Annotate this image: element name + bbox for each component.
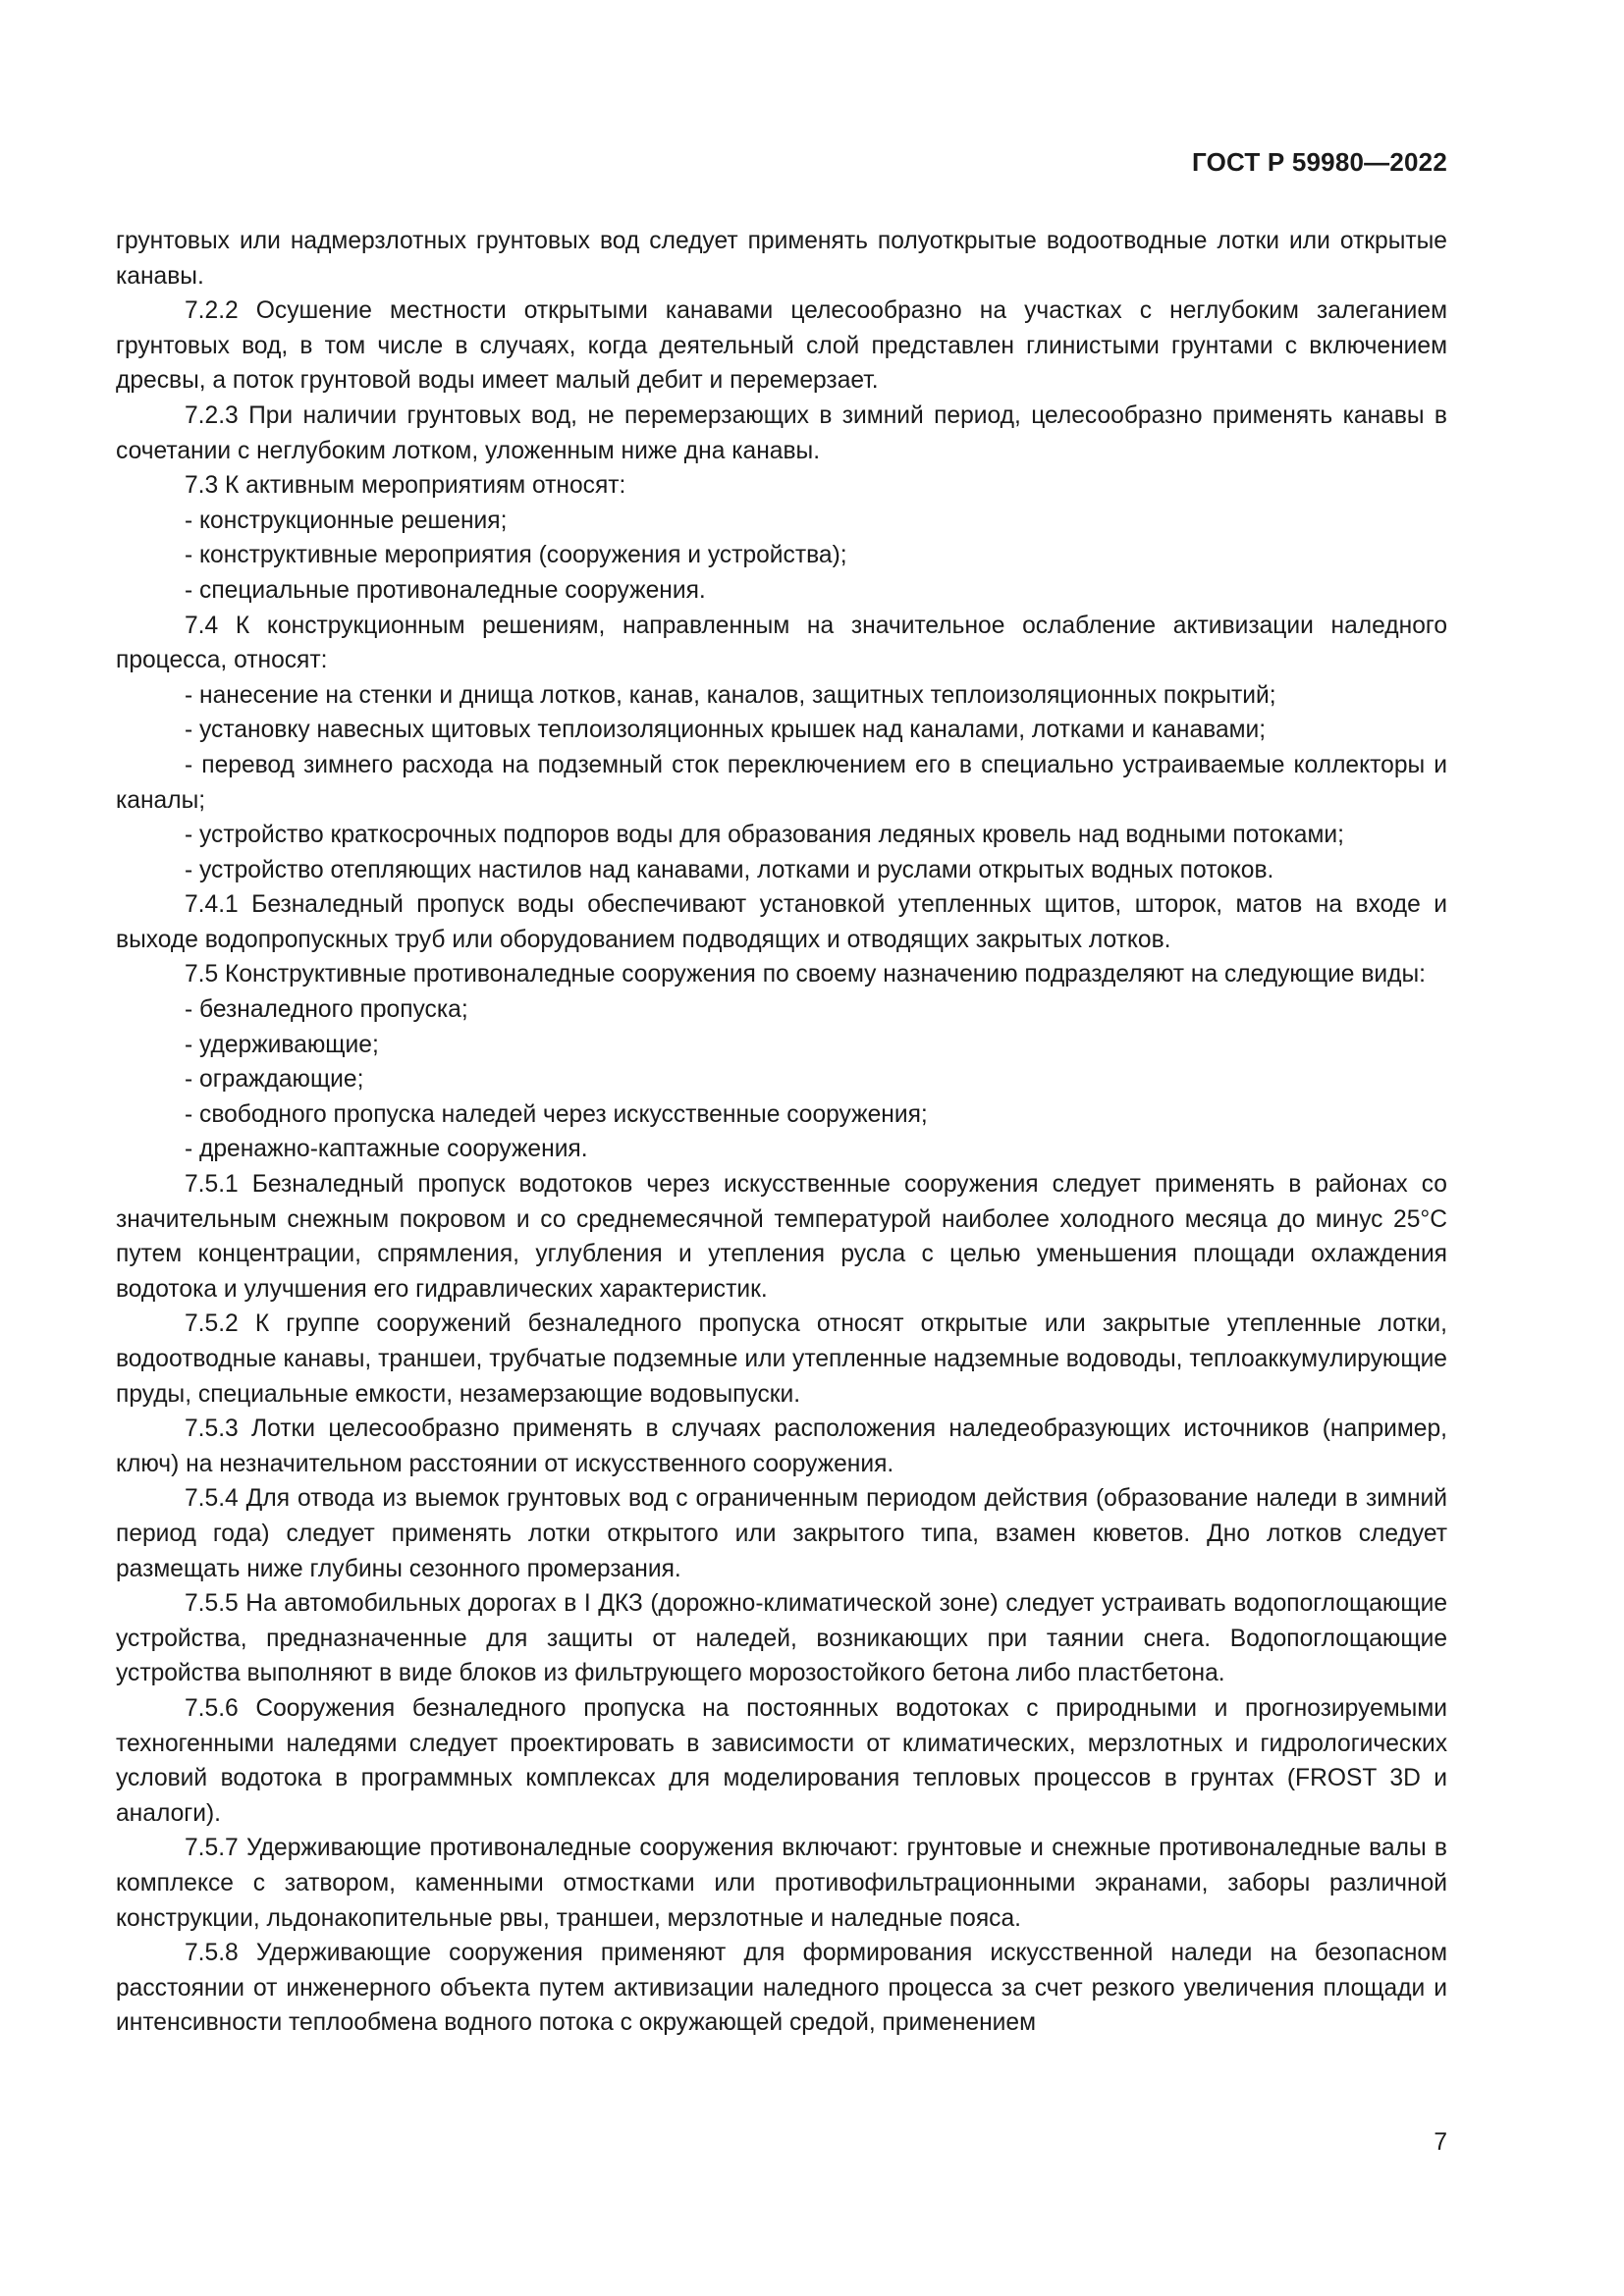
list-item: - устройство краткосрочных подпоров воды для образования ледяных кровель над водными потоками; bbox=[185, 822, 1344, 849]
list-item: - специальные противоналедные сооружения. bbox=[185, 576, 706, 604]
list-item: - безналедного пропуска; bbox=[185, 996, 468, 1024]
clause-7-2-2: 7.2.2 Осушение местности открытыми канавами целесообразно на участках с неглубоким залеганием грунтовых вод, в том числе в случаях, когда деятельный слой представлен глинистыми грунтами с включением дресвы, а поток грунтовой воды имеет малый дебит и перемерзает. bbox=[116, 297, 1447, 395]
list-item: - установку навесных щитовых теплоизоляционных крышек над каналами, лотками и канавами; bbox=[185, 717, 1267, 744]
clause-7-5: 7.5 Конструктивные противоналедные сооружения по своему назначению подразделяют на следующие виды: bbox=[185, 961, 1426, 988]
clause-7-3: 7.3 К активным мероприятиям относят: bbox=[185, 472, 626, 500]
clause-7-5-2: 7.5.2 К группе сооружений безналедного пропуска относят открытые или закрытые утепленные лотки, водоотводные канавы, траншеи, трубчатые подземные или утепленные надземные водоводы, теплоаккумулирующие пруды, специальные емкости, незамерзающие водовыпуски. bbox=[116, 1310, 1447, 1408]
clause-7-5-8: 7.5.8 Удерживающие сооружения применяют для формирования искусственной наледи на безопасном расстоянии от инженерного объекта путем активизации наледного процесса за счет резкого увеличения площади и интенсивности теплообмена водного потока с окружающей средой, применением bbox=[116, 1940, 1447, 2037]
paragraph: грунтовых или надмерзлотных грунтовых вод следует применять полуоткрытые водоотводные лотки или открытые канавы. bbox=[116, 228, 1447, 290]
clause-7-2-3: 7.2.3 При наличии грунтовых вод, не перемерзающих в зимний период, целесообразно применять канавы в сочетании с неглубоким лотком, уложенным ниже дна канавы. bbox=[116, 401, 1447, 464]
clause-7-5-7: 7.5.7 Удерживающие противоналедные сооружения включают: грунтовые и снежные противоналедные валы в комплексе с затвором, каменными отмостками или противофильтрационными экранами, заборы различной конструкции, льдонакопительные рвы, траншеи, мерзлотные и наледные пояса. bbox=[116, 1835, 1447, 1932]
clause-7-5-1: 7.5.1 Безналедный пропуск водотоков через искусственные сооружения следует применять в районах со значительным снежным покровом и со среднемесячной температурой наиболее холодного месяца до минус 25°С путем концентрации, спрямления, углубления и утепления русла с целью уменьшения площади охлаждения водотока и улучшения его гидравлических характеристик. bbox=[116, 1171, 1447, 1303]
list-item: - нанесение на стенки и днища лотков, канав, каналов, защитных теплоизоляционных покрытий; bbox=[185, 681, 1276, 709]
list-item: - удерживающие; bbox=[185, 1031, 379, 1058]
clause-7-5-6: 7.5.6 Сооружения безналедного пропуска на постоянных водотоках с природными и прогнозируемыми техногенными наледями следует проектировать в зависимости от климатических, мерзлотных и гидрологических условий водотока в программных комплексах для моделирования тепловых процессов в грунтах (FROST 3D и аналоги). bbox=[116, 1694, 1447, 1827]
page-number: 7 bbox=[1434, 2129, 1447, 2156]
clause-7-4: 7.4 К конструкционным решениям, направленным на значительное ослабление активизации наледного процесса, относят: bbox=[116, 612, 1447, 674]
list-item: - конструкционные решения; bbox=[185, 507, 508, 534]
list-item: - конструктивные мероприятия (сооружения и устройства); bbox=[185, 542, 847, 569]
clause-7-4-1: 7.4.1 Безналедный пропуск воды обеспечивают установкой утепленных щитов, шторок, матов на входе и выходе водопропускных труб или оборудованием подводящих и отводящих закрытых лотков. bbox=[116, 891, 1447, 953]
list-item: - дренажно-каптажные сооружения. bbox=[185, 1136, 588, 1163]
list-item: - ограждающие; bbox=[185, 1066, 364, 1094]
document-code: ГОСТ Р 59980—2022 bbox=[1192, 147, 1447, 177]
list-item: - перевод зимнего расхода на подземный сток переключением его в специально устраиваемые коллекторы и каналы; bbox=[116, 751, 1447, 814]
clause-7-5-3: 7.5.3 Лотки целесообразно применять в случаях расположения наледеобразующих источников (например, ключ) на незначительном расстоянии от искусственного сооружения. bbox=[116, 1415, 1447, 1477]
clause-7-5-5: 7.5.5 На автомобильных дорогах в I ДКЗ (дорожно-климатической зоне) следует устраивать водопоглощающие устройства, предназначенные для защиты от наледей, возникающих при таянии снега. Водопоглощающие устройства выполняют в виде блоков из фильтрующего морозостойкого бетона либо пластбетона. bbox=[116, 1590, 1447, 1687]
document-body bbox=[116, 224, 1447, 2041]
list-item: - свободного пропуска наледей через искусственные сооружения; bbox=[185, 1100, 928, 1128]
clause-7-5-4: 7.5.4 Для отвода из выемок грунтовых вод с ограниченным периодом действия (образование наледи в зимний период года) следует применять лотки открытого или закрытого типа, взамен кюветов. Дно лотков следует размещать ниже глубины сезонного промерзания. bbox=[116, 1485, 1447, 1582]
list-item: - устройство отепляющих настилов над канавами, лотками и руслами открытых водных потоков. bbox=[185, 856, 1274, 883]
